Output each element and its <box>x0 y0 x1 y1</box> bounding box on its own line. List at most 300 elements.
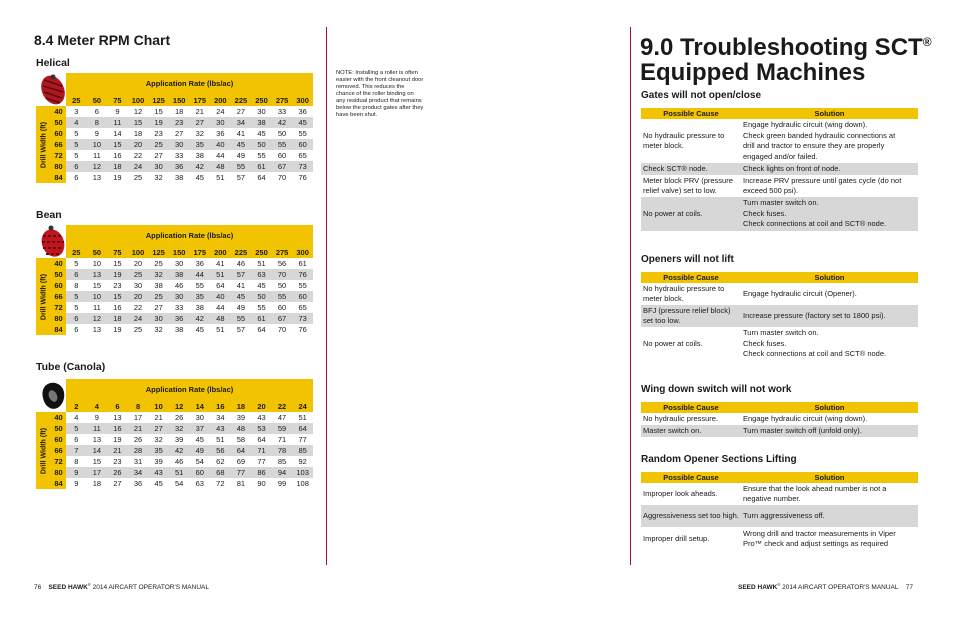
rpm-cell: 61 <box>257 162 266 171</box>
drill-width-cell: 66 <box>51 139 66 150</box>
rpm-cell: 23 <box>154 129 163 138</box>
possible-cause-cell: No hydraulic pressure to meter block. <box>643 284 725 303</box>
rpm-cell: 8 <box>94 118 99 127</box>
rpm-cell: 47 <box>277 413 287 422</box>
rpm-cell: 19 <box>113 173 122 182</box>
rpm-cell: 50 <box>257 140 266 149</box>
drill-width-text: Drill Width (ft) <box>40 427 47 474</box>
rpm-cell: 57 <box>236 325 246 334</box>
rpm-cell: 45 <box>236 140 246 149</box>
drill-width-cell: 40 <box>51 258 66 269</box>
left-footer-brand: SEED HAWK <box>48 584 88 592</box>
rpm-cell: 55 <box>257 151 266 160</box>
rate-header-cell: 22 <box>277 402 287 411</box>
rpm-cell: 39 <box>154 457 163 466</box>
rpm-cell: 42 <box>175 446 184 455</box>
drill-width-cell: 50 <box>51 269 66 280</box>
possible-cause-cell: No hydraulic pressure. <box>643 414 719 423</box>
rpm-cell: 9 <box>94 413 99 422</box>
rate-header-cell: 100 <box>131 248 145 257</box>
troubleshooting-table <box>641 108 918 231</box>
table-row <box>51 434 313 445</box>
rpm-cell: 45 <box>195 325 204 334</box>
rate-header-cell: 14 <box>195 402 204 411</box>
troubleshooting-section-title: Wing down switch will not work <box>641 384 792 395</box>
rpm-cell: 55 <box>298 281 307 290</box>
rpm-cell: 22 <box>133 151 143 160</box>
possible-cause-cell: Meter block PRV (pressure relief valve) set to low. <box>643 176 733 195</box>
rpm-cell: 10 <box>92 140 102 149</box>
rpm-cell: 64 <box>257 173 266 182</box>
rpm-cell: 38 <box>175 270 184 279</box>
left-footer-text: 2014 AIRCART OPERATOR'S MANUAL <box>90 584 209 592</box>
rpm-cell: 64 <box>236 446 246 455</box>
rpm-cell: 30 <box>154 162 163 171</box>
rpm-cell: 15 <box>92 457 102 466</box>
drill-width-cell: 84 <box>51 324 66 335</box>
troubleshooting-section-title: Random Opener Sections Lifting <box>641 454 797 465</box>
rate-header-cell: 250 <box>255 96 268 105</box>
drill-width-cell: 72 <box>51 150 66 161</box>
rpm-cell: 55 <box>236 314 246 323</box>
rpm-cell: 28 <box>133 446 143 455</box>
rpm-cell: 48 <box>216 314 225 323</box>
rpm-cell: 55 <box>195 281 204 290</box>
rpm-cell: 39 <box>175 435 184 444</box>
rpm-cell: 46 <box>175 457 184 466</box>
rpm-cell: 13 <box>92 325 102 334</box>
rpm-cell: 4 <box>74 413 79 422</box>
solution-cell <box>741 289 918 300</box>
rpm-cell: 60 <box>195 468 204 477</box>
rpm-cell: 25 <box>154 292 163 301</box>
rpm-cell: 10 <box>92 259 102 268</box>
table-row <box>641 327 918 361</box>
solution-header: Solution <box>814 473 845 482</box>
rpm-cell: 15 <box>113 292 122 301</box>
rpm-cell: 19 <box>113 325 122 334</box>
rpm-cell: 73 <box>298 314 307 323</box>
rate-header-cell: 175 <box>193 248 207 257</box>
rpm-cell: 38 <box>175 173 184 182</box>
solution-cell <box>741 311 918 322</box>
drill-width-cell: 80 <box>51 467 66 478</box>
drill-width-cell: 40 <box>51 106 66 117</box>
table-row <box>51 280 313 291</box>
rpm-cell: 12 <box>92 162 102 171</box>
drill-width-cell: 66 <box>51 445 66 456</box>
rpm-cell: 36 <box>133 479 143 488</box>
rate-header-cell: 175 <box>193 96 207 105</box>
rpm-cell: 45 <box>236 292 246 301</box>
rpm-cell: 67 <box>277 162 287 171</box>
table-row <box>51 106 313 117</box>
rpm-cell: 48 <box>216 162 225 171</box>
rpm-cell: 10 <box>92 292 102 301</box>
possible-cause-cell: Improper look aheads. <box>643 489 718 498</box>
rpm-cell: 33 <box>175 303 184 312</box>
rate-header-cell: 150 <box>172 248 186 257</box>
rpm-cell: 60 <box>277 151 287 160</box>
table-row <box>51 291 313 302</box>
rpm-cell: 38 <box>257 118 266 127</box>
rate-header-cell: 24 <box>298 402 307 411</box>
rpm-cell: 32 <box>154 435 163 444</box>
rpm-cell: 11 <box>92 303 101 312</box>
rpm-cell: 5 <box>74 424 79 433</box>
rpm-cell: 5 <box>74 303 79 312</box>
table-row <box>641 119 918 163</box>
solution-line: Turn aggressiveness off. <box>743 510 825 520</box>
rpm-cell: 7 <box>74 446 79 455</box>
table-row <box>51 172 313 183</box>
troubleshooting-table <box>641 402 918 437</box>
rpm-cell: 18 <box>92 479 102 488</box>
rate-header-cell: 200 <box>214 96 227 105</box>
title-line-2: Equipped Machines <box>640 59 866 86</box>
troubleshooting-table-header <box>641 108 918 119</box>
rpm-cell: 45 <box>195 435 204 444</box>
rpm-cell: 64 <box>298 424 307 433</box>
rpm-cell: 77 <box>236 468 246 477</box>
solution-cell <box>741 198 918 230</box>
solution-line: Wrong drill and tractor measurements in Viper <box>743 528 896 538</box>
rpm-cell: 51 <box>175 468 184 477</box>
rpm-cell: 59 <box>277 424 287 433</box>
possible-cause-cell: Aggressiveness set too high. <box>643 511 739 520</box>
rpm-cell: 42 <box>277 118 287 127</box>
possible-cause-cell: No power at coils. <box>643 339 703 348</box>
rpm-cell: 21 <box>195 107 204 116</box>
bean-title: Bean <box>36 209 62 221</box>
rpm-cell: 71 <box>277 435 287 444</box>
rpm-cell: 55 <box>298 129 307 138</box>
rpm-cell: 64 <box>257 325 266 334</box>
rpm-cell: 77 <box>298 435 307 444</box>
rpm-cell: 16 <box>113 424 122 433</box>
rpm-cell: 34 <box>216 413 225 422</box>
rpm-cell: 44 <box>195 270 204 279</box>
bean-application-rate-header: Application Rate (lbs/ac) <box>66 225 313 247</box>
solution-line: Engage hydraulic circuit (wing down). <box>743 120 868 129</box>
solution-cell <box>741 414 918 425</box>
rpm-cell: 6 <box>74 314 79 323</box>
bean-drill-width-label <box>36 258 51 335</box>
rpm-cell: 11 <box>113 118 122 127</box>
rpm-cell: 30 <box>175 292 184 301</box>
rpm-cell: 36 <box>298 107 307 116</box>
rpm-cell: 49 <box>236 151 246 160</box>
rpm-cell: 45 <box>257 281 266 290</box>
rpm-cell: 37 <box>195 424 204 433</box>
troubleshooting-title <box>640 30 932 85</box>
tube-drill-width-label <box>36 412 51 489</box>
right-page-rule <box>630 27 631 565</box>
rpm-cell: 55 <box>277 292 287 301</box>
drill-width-cell: 80 <box>51 161 66 172</box>
rpm-cell: 55 <box>277 140 287 149</box>
rpm-cell: 32 <box>154 173 163 182</box>
rpm-cell: 38 <box>175 325 184 334</box>
rate-header-cell: 250 <box>255 248 268 257</box>
table-row <box>51 302 313 313</box>
rpm-cell: 25 <box>154 259 163 268</box>
rpm-cell: 18 <box>113 314 122 323</box>
table-row <box>641 197 918 231</box>
solution-cell <box>741 529 918 550</box>
possible-cause-header: Possible Cause <box>663 473 719 482</box>
solution-line: Ensure that the look ahead number is not a <box>743 483 887 493</box>
table-row <box>51 456 313 467</box>
table-row <box>641 175 918 197</box>
rpm-cell: 26 <box>175 413 184 422</box>
tube-rpm-table <box>36 379 313 489</box>
rpm-cell: 81 <box>236 479 246 488</box>
solution-cell <box>741 164 918 175</box>
rpm-cell: 25 <box>133 173 143 182</box>
possible-cause-cell: BFJ (pressure relief block) set too low. <box>643 306 731 325</box>
rpm-cell: 65 <box>298 303 307 312</box>
table-row <box>641 305 918 327</box>
possible-cause-header: Possible Cause <box>663 403 719 412</box>
rpm-cell: 55 <box>257 303 266 312</box>
rpm-cell: 30 <box>216 118 225 127</box>
rpm-cell: 25 <box>133 325 143 334</box>
rpm-cell: 30 <box>133 281 143 290</box>
rpm-cell: 5 <box>74 140 79 149</box>
rpm-cell: 30 <box>154 314 163 323</box>
rpm-cell: 41 <box>236 281 246 290</box>
rate-header-cell: 25 <box>72 96 81 105</box>
rpm-cell: 24 <box>133 314 143 323</box>
rpm-cell: 20 <box>133 259 143 268</box>
tube-rate-row <box>66 401 313 412</box>
rpm-cell: 5 <box>74 129 79 138</box>
rpm-cell: 49 <box>236 303 246 312</box>
rpm-cell: 27 <box>113 479 122 488</box>
solution-cell <box>741 120 918 162</box>
drill-width-cell: 84 <box>51 172 66 183</box>
rpm-cell: 50 <box>257 292 266 301</box>
rpm-cell: 13 <box>92 270 102 279</box>
drill-width-cell: 66 <box>51 291 66 302</box>
title-reg-mark: ® <box>922 35 932 49</box>
rpm-cell: 35 <box>195 140 204 149</box>
tube-application-rate-header: Application Rate (lbs/ac) <box>66 379 313 401</box>
table-row <box>51 139 313 150</box>
solution-line: Check connections at coil and SCT® node. <box>743 349 887 359</box>
rpm-cell: 27 <box>175 129 184 138</box>
rpm-cell: 49 <box>195 446 204 455</box>
rpm-cell: 15 <box>92 281 102 290</box>
title-line-1: 9.0 Troubleshooting SCT <box>640 34 923 61</box>
solution-line: Increase PRV pressure until gates cycle (do not <box>743 175 902 185</box>
rpm-cell: 90 <box>257 479 266 488</box>
rpm-cell: 14 <box>92 446 102 455</box>
rpm-cell: 99 <box>277 479 287 488</box>
drill-width-cell: 50 <box>51 117 66 128</box>
solution-line: Turn master switch on. <box>743 328 819 338</box>
solution-line: Check lights on front of node. <box>743 163 841 173</box>
rpm-cell: 11 <box>92 424 101 433</box>
rpm-cell: 33 <box>175 151 184 160</box>
rpm-cell: 12 <box>92 314 102 323</box>
rate-header-cell: 125 <box>152 248 165 257</box>
possible-cause-header: Possible Cause <box>663 273 719 282</box>
rpm-cell: 13 <box>92 173 102 182</box>
table-row <box>51 313 313 324</box>
solution-line: Check green banded hydraulic connections at <box>743 130 896 140</box>
rpm-cell: 30 <box>195 413 204 422</box>
rpm-cell: 45 <box>257 129 266 138</box>
rpm-cell: 27 <box>154 151 163 160</box>
table-row <box>51 445 313 456</box>
troubleshooting-table <box>641 472 918 551</box>
rpm-cell: 4 <box>74 118 79 127</box>
rpm-cell: 50 <box>277 129 287 138</box>
rpm-cell: 20 <box>133 140 143 149</box>
drill-width-cell: 40 <box>51 412 66 423</box>
table-row <box>641 425 918 437</box>
solution-line: Pro™ check and adjust settings as required <box>743 539 889 548</box>
table-row <box>51 478 313 489</box>
installation-note: NOTE: Installing a roller is often easier with the front cleanout door removed. This reduces the chance of the roller binding on any residual product that remains below the product gates after they have been shut. <box>336 70 424 118</box>
rpm-cell: 14 <box>113 129 122 138</box>
rpm-cell: 27 <box>195 118 204 127</box>
rpm-cell: 43 <box>216 424 225 433</box>
rpm-cell: 20 <box>133 292 143 301</box>
rpm-cell: 45 <box>195 173 204 182</box>
rpm-cell: 30 <box>175 140 184 149</box>
rpm-cell: 63 <box>195 479 204 488</box>
rpm-cell: 8 <box>74 457 79 466</box>
table-row <box>641 505 918 527</box>
rpm-cell: 23 <box>113 281 122 290</box>
rpm-cell: 16 <box>113 303 122 312</box>
rate-header-cell: 18 <box>236 402 246 411</box>
rpm-cell: 55 <box>236 162 246 171</box>
rpm-cell: 51 <box>216 325 225 334</box>
rpm-cell: 21 <box>113 446 122 455</box>
rpm-cell: 73 <box>298 162 307 171</box>
solution-line: Turn master switch on. <box>743 198 819 208</box>
rpm-cell: 54 <box>175 479 184 488</box>
table-row <box>641 283 918 305</box>
rpm-cell: 60 <box>277 303 287 312</box>
rpm-cell: 30 <box>175 259 184 268</box>
rpm-cell: 60 <box>298 140 307 149</box>
table-row <box>51 269 313 280</box>
helical-title: Helical <box>36 57 70 69</box>
rpm-cell: 33 <box>277 107 287 116</box>
rpm-cell: 56 <box>216 446 225 455</box>
rpm-cell: 18 <box>133 129 143 138</box>
table-row <box>51 161 313 172</box>
rpm-cell: 48 <box>236 424 246 433</box>
tube-title: Tube (Canola) <box>36 361 106 373</box>
troubleshooting-table-header <box>641 402 918 413</box>
rate-header-cell: 100 <box>131 96 145 105</box>
solution-line: Engage hydraulic circuit (wing down). <box>743 413 868 423</box>
rpm-cell: 40 <box>216 292 225 301</box>
rate-header-cell: 200 <box>214 248 227 257</box>
rpm-cell: 24 <box>133 162 143 171</box>
rpm-cell: 24 <box>216 107 225 116</box>
rpm-cell: 51 <box>216 173 225 182</box>
solution-header: Solution <box>814 109 845 118</box>
rpm-cell: 85 <box>277 457 287 466</box>
rate-header-cell: 8 <box>135 402 141 411</box>
solution-line: Turn master switch off (unfold only). <box>743 425 862 435</box>
rpm-cell: 11 <box>92 151 101 160</box>
rpm-cell: 23 <box>175 118 184 127</box>
rpm-cell: 26 <box>113 468 122 477</box>
drill-width-cell: 80 <box>51 313 66 324</box>
solution-cell <box>741 484 918 505</box>
rpm-cell: 61 <box>298 259 307 268</box>
rpm-cell: 36 <box>216 129 225 138</box>
rpm-cell: 6 <box>74 270 79 279</box>
rpm-cell: 61 <box>257 314 266 323</box>
rpm-cell: 76 <box>298 173 307 182</box>
rpm-cell: 3 <box>74 107 79 116</box>
table-row <box>51 324 313 335</box>
section-title-rpm-chart: 8.4 Meter RPM Chart <box>34 32 171 48</box>
rpm-cell: 51 <box>216 435 225 444</box>
rpm-cell: 12 <box>133 107 143 116</box>
rate-header-cell: 20 <box>257 402 266 411</box>
rate-header-cell: 16 <box>216 402 225 411</box>
rate-header-cell: 300 <box>296 96 309 105</box>
solution-header: Solution <box>814 273 845 282</box>
rate-header-cell: 275 <box>275 248 289 257</box>
solution-header: Solution <box>814 403 845 412</box>
troubleshooting-table-header <box>641 472 918 483</box>
rpm-cell: 76 <box>298 325 307 334</box>
troubleshooting-table <box>641 272 918 361</box>
rpm-cell: 40 <box>216 140 225 149</box>
rpm-cell: 6 <box>94 107 99 116</box>
table-row <box>641 483 918 505</box>
rate-header-cell: 10 <box>154 402 163 411</box>
rpm-cell: 43 <box>154 468 163 477</box>
rpm-cell: 6 <box>74 435 79 444</box>
rpm-cell: 36 <box>175 314 184 323</box>
rpm-cell: 51 <box>298 413 307 422</box>
rpm-cell: 41 <box>216 259 225 268</box>
solution-line: negative number. <box>743 494 801 503</box>
rpm-cell: 25 <box>133 270 143 279</box>
rpm-cell: 35 <box>154 446 163 455</box>
possible-cause-cell: No power at coils. <box>643 209 703 218</box>
rpm-cell: 19 <box>113 270 122 279</box>
helical-rate-row <box>66 95 313 106</box>
table-row <box>641 163 918 175</box>
rate-header-cell: 25 <box>72 248 81 257</box>
drill-width-text: Drill Width (ft) <box>40 273 47 320</box>
right-footer <box>738 582 913 591</box>
rpm-cell: 17 <box>133 413 143 422</box>
right-page-number: 77 <box>905 584 913 592</box>
rpm-cell: 72 <box>216 479 225 488</box>
troubleshooting-section-title: Openers will not lift <box>641 254 734 265</box>
left-page-rule <box>326 27 327 565</box>
rpm-cell: 63 <box>257 270 266 279</box>
drill-width-text: Drill Width (ft) <box>40 121 47 168</box>
rpm-cell: 23 <box>113 457 122 466</box>
rpm-cell: 8 <box>74 281 79 290</box>
rpm-cell: 32 <box>154 270 163 279</box>
